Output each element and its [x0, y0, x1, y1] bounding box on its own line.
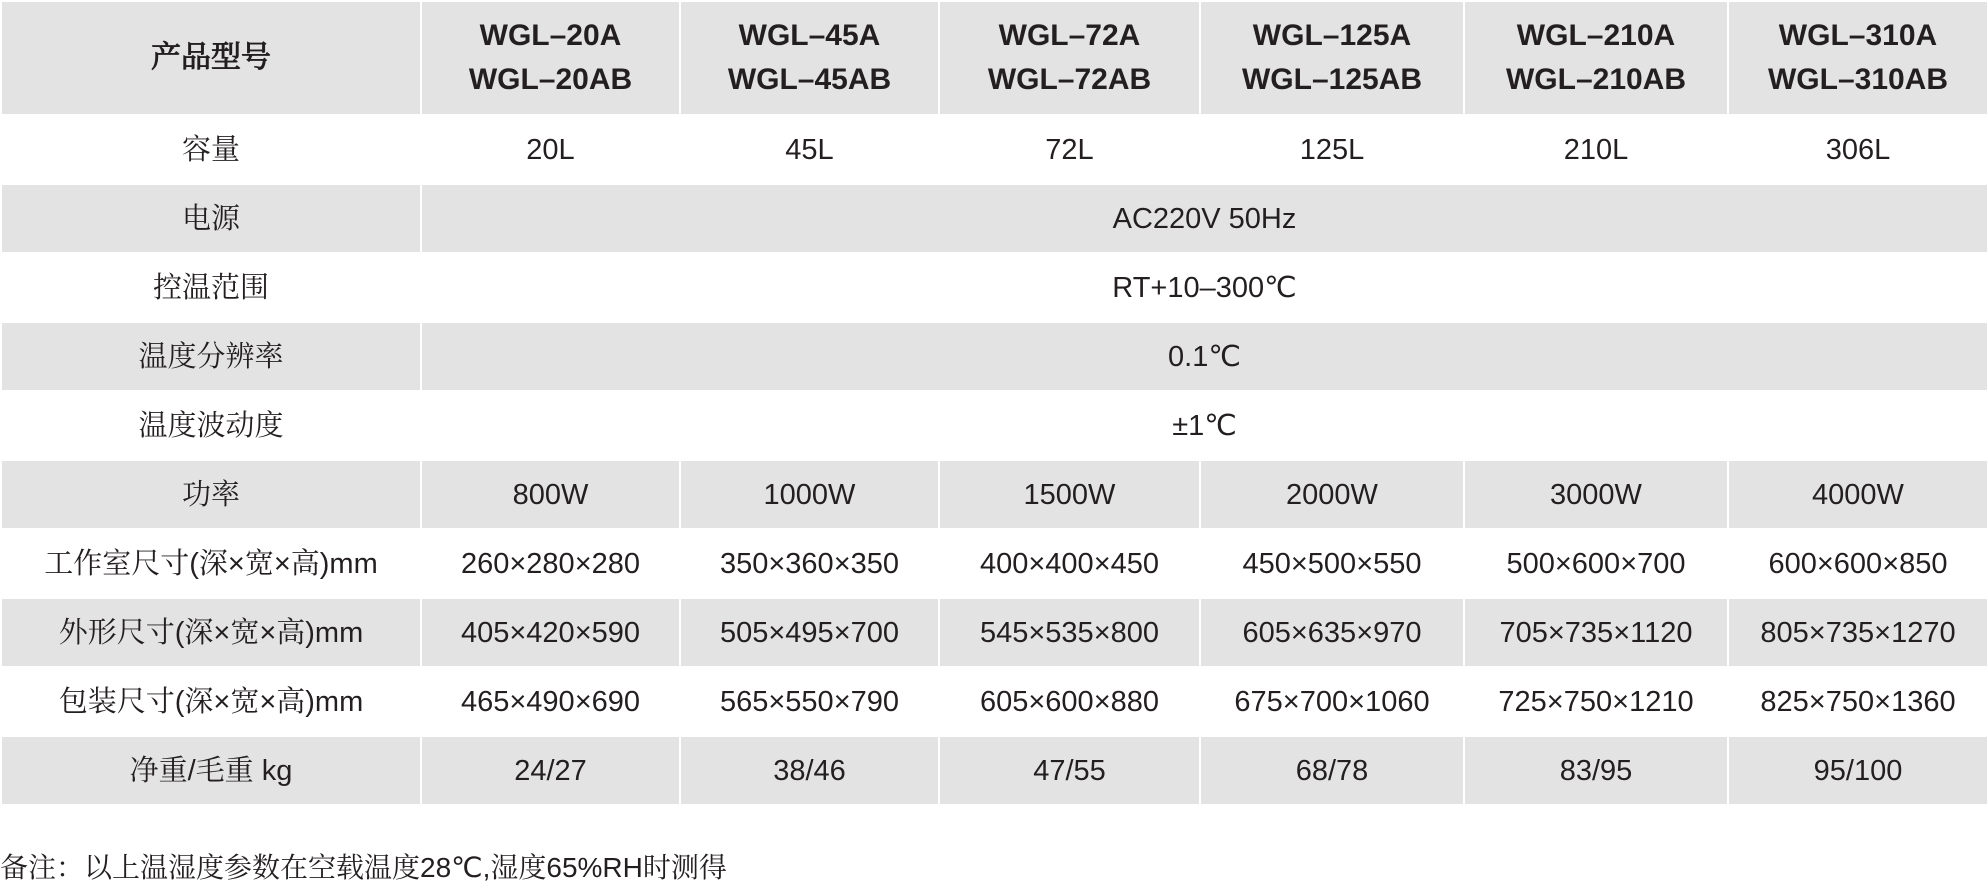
model-cell: WGL–20A WGL–20AB	[421, 1, 680, 115]
table-cell: 350×360×350	[680, 529, 939, 598]
table-cell-span: 0.1℃	[421, 322, 1987, 391]
row-label: 温度波动度	[1, 391, 421, 460]
table-cell: 260×280×280	[421, 529, 680, 598]
table-cell: 72L	[939, 115, 1200, 184]
row-label-model: 产品型号	[1, 1, 421, 115]
table-row-power	[1, 460, 1987, 529]
table-row-package-size	[1, 667, 1987, 736]
row-label: 外形尺寸(深×宽×高)mm	[1, 598, 421, 667]
table-cell: 545×535×800	[939, 598, 1200, 667]
table-cell: 1000W	[680, 460, 939, 529]
table-cell: 83/95	[1464, 736, 1728, 805]
row-label: 工作室尺寸(深×宽×高)mm	[1, 529, 421, 598]
header-row	[1, 1, 1987, 115]
table-cell: 675×700×1060	[1200, 667, 1464, 736]
table-cell: 605×635×970	[1200, 598, 1464, 667]
table-row-temp-range	[1, 253, 1987, 322]
row-label: 控温范围	[1, 253, 421, 322]
table-row-power-supply	[1, 184, 1987, 253]
table-cell-span: RT+10–300℃	[421, 253, 1987, 322]
table-cell: 45L	[680, 115, 939, 184]
table-cell: 20L	[421, 115, 680, 184]
model-cell: WGL–45A WGL–45AB	[680, 1, 939, 115]
table-cell: 68/78	[1200, 736, 1464, 805]
table-cell: 400×400×450	[939, 529, 1200, 598]
table-cell: 24/27	[421, 736, 680, 805]
table-row-outer-size	[1, 598, 1987, 667]
table-cell: 3000W	[1464, 460, 1728, 529]
table-cell: 95/100	[1728, 736, 1987, 805]
table-cell: 600×600×850	[1728, 529, 1987, 598]
table-cell-span: AC220V 50Hz	[421, 184, 1987, 253]
table-cell: 725×750×1210	[1464, 667, 1728, 736]
table-row-temp-fluctuation	[1, 391, 1987, 460]
table-row-capacity	[1, 115, 1987, 184]
footnote: 备注：以上温湿度参数在空载温度28℃,湿度65%RH时测得	[0, 852, 727, 883]
table-cell: 500×600×700	[1464, 529, 1728, 598]
table-cell: 605×600×880	[939, 667, 1200, 736]
table-cell: 306L	[1728, 115, 1987, 184]
table-row-weight	[1, 736, 1987, 805]
table-row-temp-resolution	[1, 322, 1987, 391]
table-cell: 2000W	[1200, 460, 1464, 529]
row-label: 容量	[1, 115, 421, 184]
table-cell: 705×735×1120	[1464, 598, 1728, 667]
table-cell: 800W	[421, 460, 680, 529]
row-label: 电源	[1, 184, 421, 253]
table-cell: 47/55	[939, 736, 1200, 805]
model-cell: WGL–72A WGL–72AB	[939, 1, 1200, 115]
model-cell: WGL–125A WGL–125AB	[1200, 1, 1464, 115]
table-cell: 565×550×790	[680, 667, 939, 736]
table-cell: 38/46	[680, 736, 939, 805]
table-cell: 805×735×1270	[1728, 598, 1987, 667]
table-cell: 1500W	[939, 460, 1200, 529]
table-cell: 125L	[1200, 115, 1464, 184]
table-row-chamber-size	[1, 529, 1987, 598]
row-label: 功率	[1, 460, 421, 529]
row-label: 包装尺寸(深×宽×高)mm	[1, 667, 421, 736]
row-label: 净重/毛重 kg	[1, 736, 421, 805]
table-cell: 450×500×550	[1200, 529, 1464, 598]
row-label: 温度分辨率	[1, 322, 421, 391]
table-cell: 505×495×700	[680, 598, 939, 667]
table-cell-span: ±1℃	[421, 391, 1987, 460]
table-cell: 210L	[1464, 115, 1728, 184]
model-cell: WGL–310A WGL–310AB	[1728, 1, 1987, 115]
table-cell: 405×420×590	[421, 598, 680, 667]
table-cell: 825×750×1360	[1728, 667, 1987, 736]
table-cell: 465×490×690	[421, 667, 680, 736]
table-cell: 4000W	[1728, 460, 1987, 529]
model-cell: WGL–210A WGL–210AB	[1464, 1, 1728, 115]
